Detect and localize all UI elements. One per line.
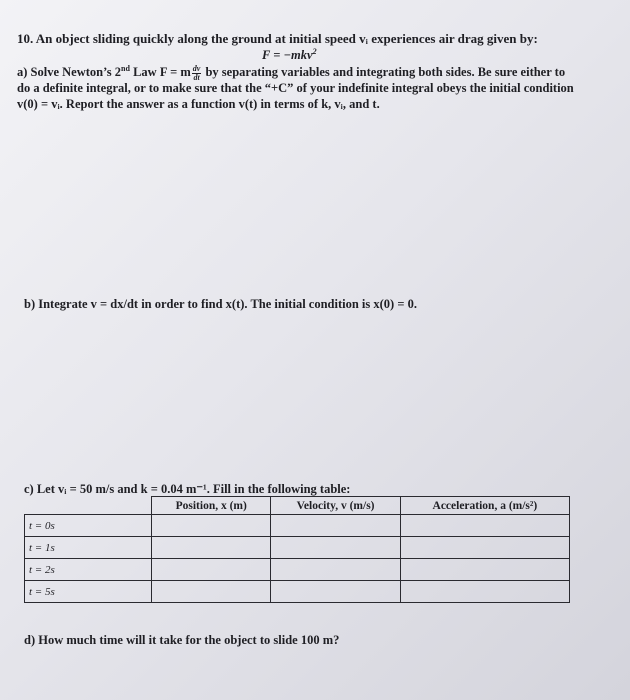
header-acceleration: Acceleration, a (m/s²) [400, 497, 569, 515]
drag-formula-text: F = −mkv [262, 48, 313, 62]
header-velocity: Velocity, v (m/s) [271, 497, 400, 515]
part-d-text: d) How much time will it take for the object to slide 100 m? [24, 633, 340, 647]
fraction-denominator: dt [193, 72, 200, 82]
velocity-cell[interactable] [271, 581, 400, 603]
row-label: t = 5s [25, 581, 152, 603]
part-c-text: c) Let vᵢ = 50 m/s and k = 0.04 m⁻¹. Fill in the following table: [24, 482, 351, 496]
table-row [25, 515, 570, 537]
table-row [25, 581, 570, 603]
position-cell[interactable] [152, 559, 271, 581]
row-label: t = 2s [25, 559, 152, 581]
position-cell[interactable] [152, 515, 271, 537]
velocity-cell[interactable] [271, 515, 400, 537]
fraction-numerator: dv [192, 63, 201, 73]
part-a-line-1 [17, 64, 565, 82]
part-a-line-1-post: by separating variables and integrating both sides. Be sure either to [202, 65, 566, 79]
table-row [25, 537, 570, 559]
velocity-cell[interactable] [271, 537, 400, 559]
velocity-cell[interactable] [271, 559, 400, 581]
position-cell[interactable] [152, 581, 271, 603]
part-a-line-2: do a definite integral, or to make sure that the “+C” of your indefinite integral obeys the initial condition [17, 81, 574, 95]
row-label: t = 0s [25, 515, 152, 537]
motion-table [24, 496, 570, 603]
row-label: t = 1s [25, 537, 152, 559]
drag-formula [262, 47, 317, 63]
question-title: 10. An object sliding quickly along the ground at initial speed vᵢ experiences air drag given by: [17, 31, 538, 46]
table-corner-cell [25, 497, 152, 515]
table-header-row [25, 497, 570, 515]
acceleration-cell[interactable] [400, 515, 569, 537]
position-cell[interactable] [152, 537, 271, 559]
drag-formula-exponent: 2 [312, 46, 317, 56]
part-a-line-3: v(0) = vᵢ. Report the answer as a function v(t) in terms of k, vᵢ, and t. [17, 97, 380, 111]
acceleration-cell[interactable] [400, 581, 569, 603]
part-b-text: b) Integrate v = dx/dt in order to find x(t). The initial condition is x(0) = 0. [24, 297, 417, 311]
header-position: Position, x (m) [152, 497, 271, 515]
acceleration-cell[interactable] [400, 537, 569, 559]
part-a-line-1-pre: a) Solve Newton’s 2 [17, 65, 122, 79]
acceleration-cell[interactable] [400, 559, 569, 581]
part-a-ordinal-sup: nd [121, 63, 130, 73]
table-row [25, 559, 570, 581]
part-a-line-1-mid: Law F = m [129, 65, 191, 79]
